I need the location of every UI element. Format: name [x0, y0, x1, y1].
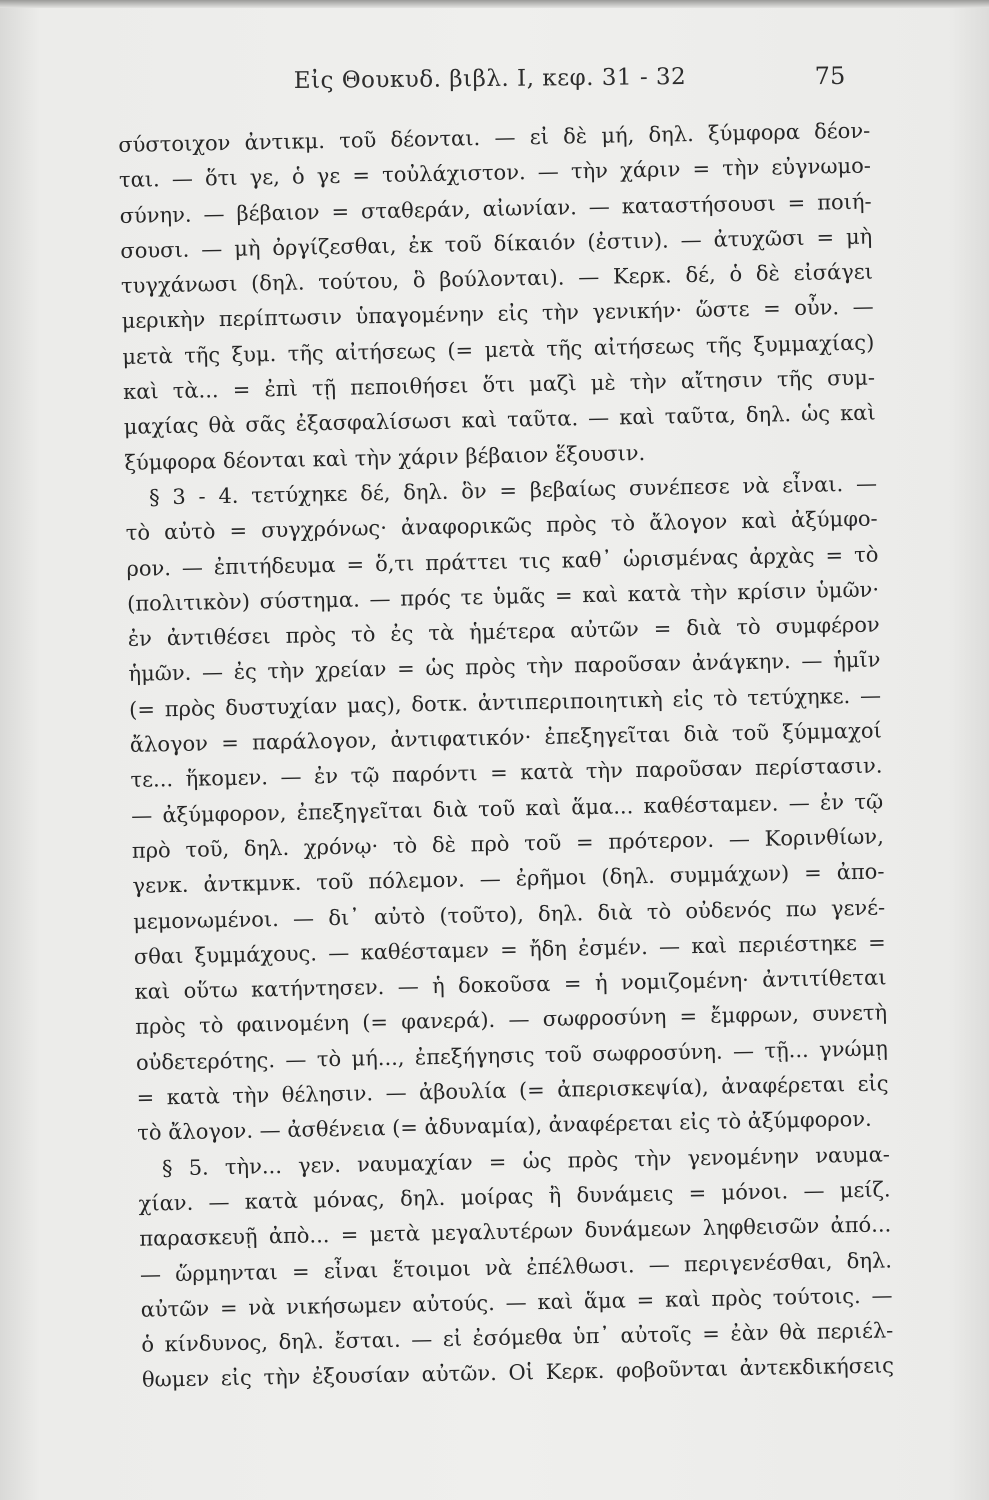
- text-line: χίαν. — κατὰ μόνας, δηλ. μοίρας ἢ δυνάμεις = μόνοι. — μείζ.: [138, 1177, 891, 1216]
- text-line: θωμεν εἰς τὴν ἐξουσίαν αὐτῶν. Οἱ Κερκ. φοβοῦνται ἀντεκδικήσεις: [141, 1353, 895, 1393]
- text-line: — ἀξύμφορον, ἐπεξηγεῖται διὰ τοῦ καὶ ἅμα... καθέσταμεν. — ἐν τῷ: [130, 789, 884, 828]
- text-line: οὐδετερότης. — τὸ μή..., ἐπεξήγησις τοῦ σωφροσύνη. — τῇ... γνώμῃ: [135, 1036, 889, 1075]
- text-line: μαχίας θὰ σᾶς ἐξασφαλίσωσι καὶ ταῦτα. — καὶ ταῦτα, δηλ. ὡς καὶ: [123, 400, 876, 440]
- text-line: πρὸς τὸ φαινομένη (= φανερά). — σωφροσύνη = ἔμφρων, συνετὴ: [135, 1000, 888, 1040]
- text-line: σύνην. — βέβαιον = σταθεράν, αἰωνίαν. — καταστήσουσι = ποιή-: [119, 189, 872, 228]
- text-line: τὸ αὐτὸ = συγχρόνως· ἀναφορικῶς πρὸς τὸ ἄλογον καὶ ἀξύμφο-: [125, 506, 878, 546]
- text-line: αὐτῶν = νὰ νικήσωμεν αὐτούς. — καὶ ἅμα = καὶ πρὸς τούτοις. —: [140, 1283, 893, 1322]
- text-line: μερικὴν περίπτωσιν ὑπαγομένην εἰς τὴν γενικήν· ὥστε = οὖν. —: [121, 295, 874, 334]
- text-line: ἡμῶν. — ἐς τὴν χρείαν = ὡς πρὸς τὴν παροῦσαν ἀνάγκην. — ἡμῖν: [128, 647, 881, 687]
- text-line: (πολιτικὸν) σύστημα. — πρός τε ὑμᾶς = καὶ κατὰ τὴν κρίσιν ὑμῶν·: [126, 577, 880, 616]
- text-line: καὶ τὰ... = ἐπὶ τῇ πεποιθήσει ὅτι μαζὶ μὲ τὴν αἴτησιν τῆς συμ-: [122, 365, 876, 405]
- text-line: ὁ κίνδυνος, δηλ. ἔσται. — εἰ ἐσόμεθα ὑπ᾽ αὐτοῖς = ἐὰν θὰ περιέλ-: [141, 1318, 894, 1357]
- text-line: σουσι. — μὴ ὀργίζεσθαι, ἐκ τοῦ δίκαιόν (ἐστιν). — ἀτυχῶσι = μὴ: [120, 224, 873, 263]
- text-line: ἐν ἀντιθέσει πρὸς τὸ ἐς τὰ ἡμέτερα αὐτῶν = διὰ τὸ συμφέρον: [127, 612, 880, 652]
- text-line: = κατὰ τὴν θέλησιν. — ἀβουλία (= ἀπερισκεψία), ἀναφέρεται εἰς: [136, 1071, 889, 1110]
- text-line: γενκ. ἀντκμνκ. τοῦ πόλεμον. — ἐρῆμοι (δηλ. συμμάχων) = ἀπο-: [132, 859, 885, 899]
- text-line: — ὥρμηνται = εἶναι ἕτοιμοι νὰ ἐπέλθωσι. — περιγενέσθαι, δηλ.: [139, 1247, 893, 1287]
- text-line: σύστοιχον ἀντικμ. τοῦ δέονται. — εἰ δὲ μή, δηλ. ξύμφορα δέον-: [118, 118, 871, 157]
- text-line: παρασκευῇ ἀπὸ... = μετὰ μεγαλυτέρων δυνάμεων ληφθεισῶν ἀπό...: [139, 1212, 892, 1251]
- page-top-edge-shadow: [0, 0, 989, 8]
- section-heading-line: § 5. τὴν... γεν. ναυμαχίαν = ὡς πρὸς τὴν γενομένην ναυμα-: [161, 1141, 891, 1180]
- text-line: τὸ ἄλογον. — ἀσθένεια (= ἀδυναμία), ἀναφέρεται εἰς τὸ ἀξύμφορον.: [137, 1107, 872, 1146]
- text-line: τυγχάνωσι (δηλ. τούτου, ὃ βούλονται). — Κερκ. δέ, ὁ δὲ εἰσάγει: [120, 259, 874, 299]
- text-line: καὶ οὕτω κατήντησεν. — ἡ δοκοῦσα = ἡ νομιζομένη· ἀντιτίθεται: [134, 965, 887, 1004]
- text-line: μετὰ τῆς ξυμ. τῆς αἰτήσεως (= μετὰ τῆς αἰτήσεως τῆς ξυμμαχίας): [122, 330, 875, 369]
- text-line: ρον. — ἐπιτήδευμα = ὅ,τι πράττει τις καθ᾽ ὡρισμένας ἀρχὰς = τὸ: [126, 542, 879, 581]
- commentary-text-block: [118, 114, 894, 1399]
- text-line: τε... ἥκομεν. — ἐν τῷ παρόντι = κατὰ τὴν παροῦσαν περίστασιν.: [130, 753, 883, 793]
- text-line: ἄλογον = παράλογον, ἀντιφατικόν· ἐπεξηγεῖται διὰ τοῦ ξύμμαχοί: [129, 718, 882, 757]
- text-line: ται. — ὅτι γε, ὁ γε = τοὐλάχιστον. — τὴν χάριν = τὴν εὐγνωμο-: [118, 153, 872, 193]
- page-number: 75: [814, 61, 846, 91]
- text-line: μεμονωμένοι. — δι᾽ αὐτὸ (τοῦτο), δηλ. διὰ τὸ οὐδενός πω γενέ-: [133, 894, 886, 934]
- text-line: σθαι ξυμμάχους. — καθέσταμεν = ἤδη ἐσμέν. — καὶ περιέστηκε =: [133, 930, 887, 969]
- section-heading-line: § 3 - 4. τετύχηκε δέ, δηλ. ὃν = βεβαίως συνέπεσε νὰ εἶναι. —: [148, 471, 878, 510]
- text-line: πρὸ τοῦ, δηλ. χρόνῳ· τὸ δὲ πρὸ τοῦ = πρότερον. — Κορινθίων,: [131, 824, 884, 863]
- text-line: ξύμφορα δέονται καὶ τὴν χάριν βέβαιον ἕξουσιν.: [124, 440, 646, 475]
- text-line: (= πρὸς δυστυχίαν μας), δοτκ. ἀντιπεριποιητικὴ εἰς τὸ τετύχηκε. —: [128, 683, 882, 722]
- running-title: Εἰς Θουκυδ. βιβλ. I, κεφ. 31 - 32: [293, 63, 687, 95]
